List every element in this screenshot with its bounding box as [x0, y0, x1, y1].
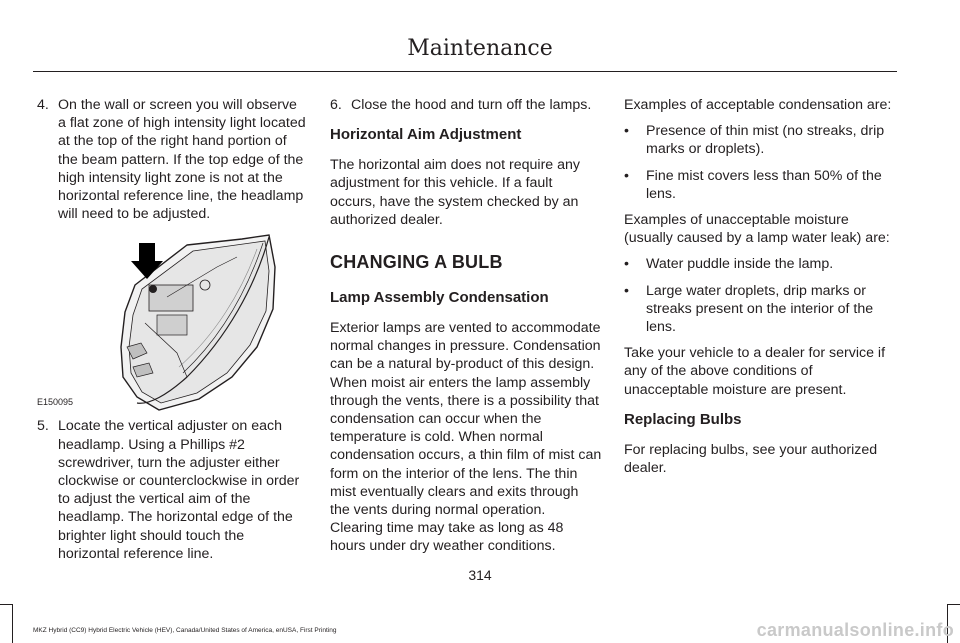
unacceptable-intro: Examples of unacceptable moisture (usually caused by a lamp water leak) are: — [624, 212, 890, 247]
column-2 — [330, 96, 602, 556]
heading-condensation: Lamp Assembly Condensation — [330, 289, 549, 307]
bullet: • — [624, 167, 629, 184]
step-number: 6. — [330, 97, 342, 113]
step-5 — [37, 417, 307, 563]
acceptable-list — [624, 122, 896, 203]
column-1 — [37, 96, 307, 563]
para-horizontal-aim: The horizontal aim does not require any adjustment for this vehicle. If a fault occurs, have the system checked by an authorized dealer. — [330, 157, 580, 228]
page-number: 314 — [468, 567, 492, 583]
acceptable-intro: Examples of acceptable condensation are: — [624, 97, 892, 113]
list-item — [624, 167, 896, 203]
watermark: carmanualsonline.info — [756, 620, 954, 640]
bullet: • — [624, 256, 629, 273]
list-item-text: Fine mist covers less than 50% of the lens. — [646, 167, 882, 202]
list-item — [624, 255, 896, 273]
list-item — [624, 282, 896, 337]
list-item-text: Presence of thin mist (no streaks, drip marks or droplets). — [646, 123, 885, 158]
heading-replacing-bulbs: Replacing Bulbs — [624, 410, 742, 428]
footer-text: MKZ Hybrid (CC9) Hybrid Electric Vehicle (HEV), Canada/United States of America, enUSA, First Printing — [33, 627, 337, 634]
bullet: • — [624, 282, 629, 299]
list-item — [624, 122, 896, 158]
bullet: • — [624, 123, 629, 140]
dealer-para: Take your vehicle to a dealer for service if any of the above conditions of unacceptable moisture are present. — [624, 345, 886, 398]
crop-mark-left-vertical — [12, 604, 13, 643]
step-text: Locate the vertical adjuster on each headlamp. Using a Phillips #2 screwdriver, turn the adjuster either clockwise or counterclockwise in order to adjust the vertical aim of the headlamp. The horizontal edge of the brighter light should touch the horizontal reference line. — [58, 418, 300, 562]
headlamp-figure — [37, 227, 307, 417]
figure-id: E150095 — [37, 397, 74, 408]
step-number: 4. — [37, 97, 49, 113]
step-number: 5. — [37, 418, 49, 435]
heading-horizontal-aim: Horizontal Aim Adjustment — [330, 126, 522, 144]
column-3 — [624, 96, 896, 477]
headlamp-illustration — [37, 227, 307, 417]
header-rule — [33, 71, 897, 72]
step-text: On the wall or screen you will observe a flat zone of high intensity light located at the top of the right hand portion of the beam pattern. If the top edge of the high intensity light zone is not at the horizontal reference line, the headlamp will need to be adjusted. — [58, 97, 306, 223]
crop-mark-right — [947, 604, 960, 605]
step-text: Close the hood and turn off the lamps. — [351, 97, 592, 113]
para-condensation: Exterior lamps are vented to accommodate normal changes in pressure. Condensation can be a natural by-product of this design. When moist air enters the lamp assembly through the vents, there is a possibility that condensation can occur when the temperature is cold. When normal condensation occurs, a thin film of mist can form on the interior of the lens. The thin mist eventually clears and exits through the vents during normal operation. Clearing time may take as long as 48 hours under dry weather conditions. — [330, 320, 602, 555]
step-4 — [37, 96, 307, 223]
step-6 — [330, 96, 602, 114]
list-item-text: Water puddle inside the lamp. — [646, 256, 834, 273]
list-item-text: Large water droplets, drip marks or streaks present on the interior of the lens. — [646, 282, 874, 336]
page-header-title: Maintenance — [407, 36, 553, 61]
unacceptable-list — [624, 255, 896, 336]
para-replacing-bulbs: For replacing bulbs, see your authorized dealer. — [624, 441, 878, 477]
section-title: CHANGING A BULB — [330, 252, 503, 273]
